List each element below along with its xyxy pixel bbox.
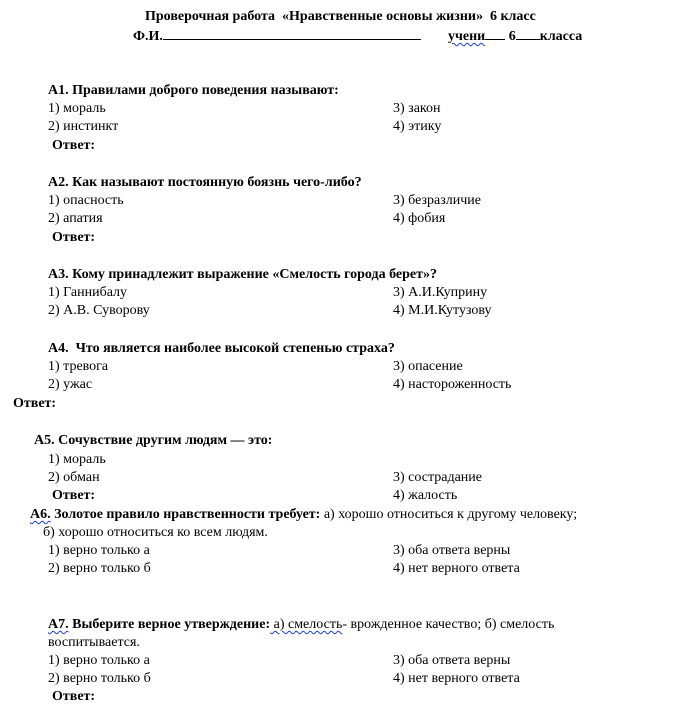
option: 4) жалость xyxy=(393,488,458,503)
question-a7 xyxy=(48,616,554,634)
question-statement-continued: б) хорошо относиться ко всем людям. xyxy=(43,525,268,540)
answer-label: Ответ: xyxy=(13,396,57,411)
option: 3) опасение xyxy=(393,359,463,374)
class-info-line xyxy=(448,27,582,46)
option: 1) Ганнибалу xyxy=(48,285,128,300)
title-prefix: Проверочная работа xyxy=(145,9,276,24)
question-statement-rest: - врожденное качество; б) смелость xyxy=(342,617,555,632)
option: 2) обман xyxy=(48,470,100,485)
option: 2) верно только б xyxy=(48,561,151,576)
option: 4) настороженность xyxy=(393,377,512,392)
question-text: Кому принадлежит выражение «Смелость города берет»? xyxy=(72,267,437,282)
answer-label: Ответ: xyxy=(52,488,96,503)
option: 4) фобия xyxy=(393,211,446,226)
option: 2) апатия xyxy=(48,211,103,226)
option: 4) этику xyxy=(393,119,442,134)
option: 3) сострадание xyxy=(393,470,482,485)
question-text: Правилами доброго поведения называют: xyxy=(72,83,339,98)
option: 3) оба ответа верны xyxy=(393,653,511,668)
option: 3) безразличие xyxy=(393,193,481,208)
option: 1) опасность xyxy=(48,193,124,208)
question-a6 xyxy=(30,506,577,524)
fio-label: Ф.И. xyxy=(133,29,163,44)
option: 1) мораль xyxy=(48,452,106,467)
question-statement: а) хорошо относиться к другому человеку; xyxy=(320,507,578,522)
class-number: 6 xyxy=(508,29,516,44)
option: 3) А.И.Куприну xyxy=(393,285,488,300)
option: 3) оба ответа верны xyxy=(393,543,511,558)
student-ending-blank xyxy=(485,27,505,40)
option: 2) ужас xyxy=(48,377,93,392)
answer-label: Ответ: xyxy=(52,689,96,704)
question-number: А4. xyxy=(48,341,69,356)
question-text: Как называют постоянную боязнь чего-либо? xyxy=(72,175,362,190)
question-number: А3. xyxy=(48,267,69,282)
question-number: А5. xyxy=(34,433,55,448)
class-letter-blank xyxy=(516,27,540,40)
student-info-line xyxy=(133,27,421,46)
option: 4) нет верного ответа xyxy=(393,671,520,686)
question-a5 xyxy=(34,432,272,450)
document-title xyxy=(145,8,536,26)
question-number: А1. xyxy=(48,83,69,98)
question-number: А7. xyxy=(48,617,69,632)
question-a4 xyxy=(48,340,395,358)
question-a1 xyxy=(48,82,339,100)
option: 4) М.И.Кутузову xyxy=(393,303,492,318)
option: 1) верно только а xyxy=(48,543,150,558)
question-text: Что является наиболее высокой степенью страха? xyxy=(75,341,395,356)
question-number: А6. xyxy=(30,507,51,522)
option: 1) тревога xyxy=(48,359,109,374)
option: 2) А.В. Суворову xyxy=(48,303,150,318)
class-word: класса xyxy=(539,29,583,44)
fio-blank xyxy=(163,27,421,40)
option: 4) нет верного ответа xyxy=(393,561,520,576)
option: 3) закон xyxy=(393,101,441,116)
student-label: учени xyxy=(448,29,486,44)
title-grade: 6 класс xyxy=(489,9,536,24)
option: 2) верно только б xyxy=(48,671,151,686)
title-quoted: «Нравственные основы жизни» xyxy=(282,9,483,24)
option: 1) мораль xyxy=(48,101,106,116)
question-text: Выберите верное утверждение: xyxy=(72,617,271,632)
answer-label: Ответ: xyxy=(52,138,96,153)
question-text: Сочувствие другим людям — это: xyxy=(58,433,273,448)
question-statement: а) смелость xyxy=(270,617,343,632)
question-a2 xyxy=(48,174,362,192)
option: 1) верно только а xyxy=(48,653,150,668)
question-a3 xyxy=(48,266,437,284)
question-text: Золотое правило нравственности требует: xyxy=(54,507,321,522)
question-statement-continued: воспитывается. xyxy=(48,635,140,650)
question-number: А2. xyxy=(48,175,69,190)
answer-label: Ответ: xyxy=(52,230,96,245)
option: 2) инстинкт xyxy=(48,119,119,134)
